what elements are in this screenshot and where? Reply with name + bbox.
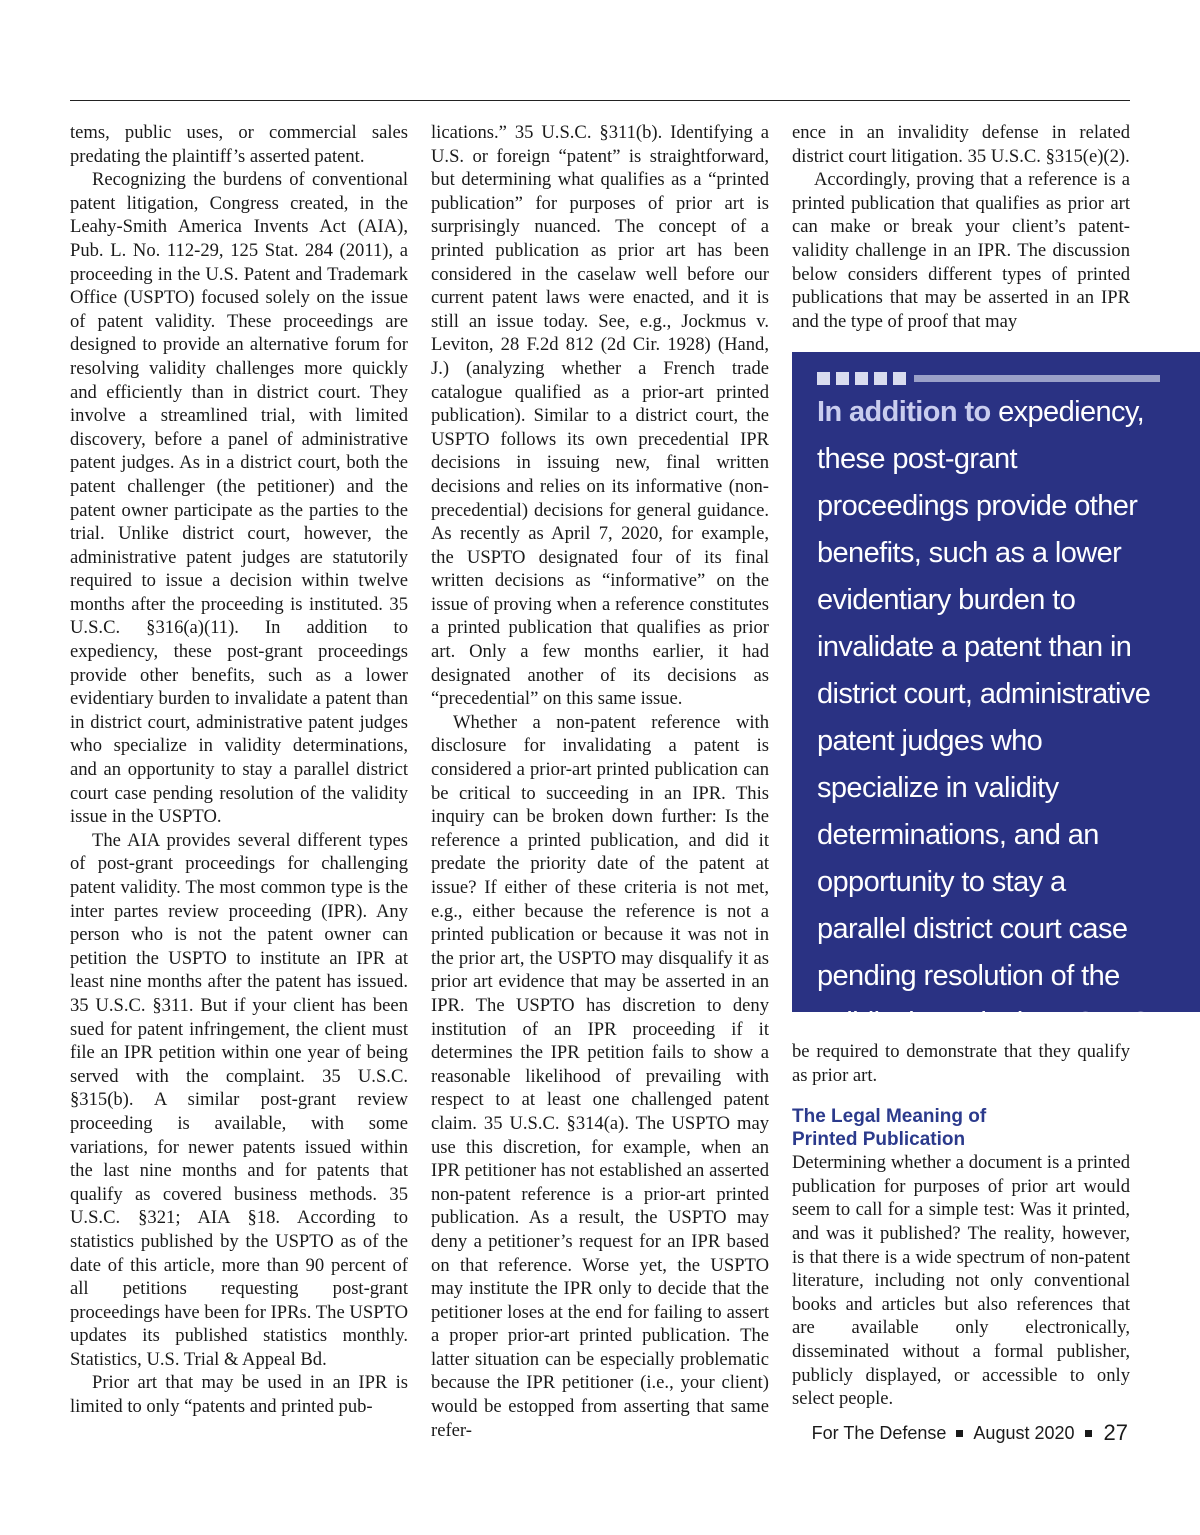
- page-footer: [812, 1420, 1128, 1446]
- section-heading: The Legal Meaning of Printed Publication: [792, 1106, 987, 1151]
- pull-quote-decoration: [817, 372, 1160, 385]
- pull-quote-text: [817, 389, 1160, 1047]
- article-column-2: [431, 121, 769, 1442]
- paragraph: Determining whether a document is a printed publication for purposes of prior art would seem to call for a simple test: Was it printed, and was it published? The reality, however, is that there is a wide spectrum of non-patent literature, including not only conventional books and articles but also references that are available only electronically, disseminated without a formal publisher, publicly displayed, or accessible to only select people.: [792, 1152, 1130, 1410]
- paragraph: tems, public uses, or commercial sales predating the plaintiff’s asserted patent.: [70, 122, 408, 167]
- pull-quote: [792, 352, 1200, 1039]
- page-number: 27: [1103, 1420, 1128, 1445]
- paragraph: Whether a non-patent reference with disclosure for invalidating a patent is considered a prior-art printed publication can be critical to succeeding in an IPR. This inquiry can be broken down further: Is the reference a printed publication, and did it predate the priority date of the patent at issue? If either of these criteria is not met, e.g., either because the reference is not a printed publication or because it was not in the prior art, the USPTO may disqualify it as prior art evidence that may be asserted in an IPR. The USPTO has discretion to deny institution of an IPR proceeding if it determines the IPR petition fails to show a reasonable likelihood of prevailing with respect to at least one challenged patent claim. 35 U.S.C. §314(a). The USPTO may use this discretion, for example, when an IPR petitioner has not established an asserted non-patent reference is a prior-art printed publication. As a result, the USPTO may deny a petitioner’s request for an IPR based on that reference. Worse yet, the USPTO may institute the IPR only to decide that the petitioner loses at the end for failing to assert a proper prior-art printed publication. The latter situation can be especially problematic because the IPR petitioner (i.e., your client) would be estopped from asserting that same refer-: [431, 711, 769, 1441]
- paragraph: Prior art that may be used in an IPR is limited to only “patents and printed pub-: [70, 1372, 408, 1418]
- pull-quote-body: expediency, these post-grant proceedings provide other benefits, such as a lower evidentiary burden to invalidate a patent than in district court, administrative patent judges who specialize in validity determinations, and an opportunity to stay a parallel district court case pending resolution of the validity issue in the USPTO.: [817, 396, 1160, 1039]
- separator-square: [956, 1430, 963, 1437]
- publication-name: For The Defense: [811, 1422, 947, 1443]
- pull-quote-lead: In addition to: [817, 396, 991, 428]
- article-column-1: [70, 121, 408, 1419]
- top-rule: [70, 100, 1130, 101]
- paragraph: be required to demonstrate that they qualify as prior art.: [792, 1041, 1130, 1086]
- paragraph: The AIA provides several different types of post-grant proceedings for challenging patent validity. The most common type is the inter partes review proceeding (IPR). Any person who is not the patent owner can petition the USPTO to institute an IPR at least nine months after the patent has issued. 35 U.S.C. §311. But if your client has been sued for patent infringement, the client must file an IPR petition within one year of being served with the complaint. 35 U.S.C. §315(b). A similar post-grant review proceeding is available, with some variations, for newer patents issued within the last nine months and for patents that qualify as covered business methods. 35 U.S.C. §321; AIA §18. According to statistics published by the USPTO as of the date of this article, more than 90 percent of all petitions requesting post-grant proceedings have been for IPRs. The USPTO updates its published statistics monthly. Statistics, U.S. Trial & Appeal Bd.: [70, 829, 408, 1370]
- issue-date: August 2020: [973, 1422, 1075, 1443]
- paragraph: ence in an invalidity defense in related district court litigation. 35 U.S.C. §315(e)(2).: [792, 122, 1130, 167]
- separator-square: [1085, 1430, 1092, 1437]
- article-column-3: [792, 121, 1130, 333]
- article-column-3-continued: [792, 1040, 1130, 1411]
- paragraph: Accordingly, proving that a reference is a printed publication that qualifies as prior art can make or break your client’s patent-validity challenge in an IPR. The discussion below considers different types of printed publications that may be asserted in an IPR and the type of proof that may: [792, 169, 1130, 332]
- paragraph: Recognizing the burdens of conventional patent litigation, Congress created, in the Leahy-Smith America Invents Act (AIA), Pub. L. No. 112-29, 125 Stat. 284 (2011), a proceeding in the U.S. Patent and Trademark Office (USPTO) focused solely on the issue of patent validity. These proceedings are designed to provide an alternative forum for resolving validity challenges more quickly and efficiently than in district court. They involve a streamlined trial, with limited discovery, before a panel of administrative patent judges. As in a district court, both the patent challenger (the petitioner) and the patent owner participate as the parties to the trial. Unlike district court, however, the administrative patent judges are statutorily required to issue a decision within twelve months after the proceeding is instituted. 35 U.S.C. §316(a)(11). In addition to expediency, these post-grant proceedings provide other benefits, such as a lower evidentiary burden to invalidate a patent than in district court, administrative patent judges who specialize in validity determinations, and an opportunity to stay a parallel district court case pending resolution of the validity issue in the USPTO.: [70, 169, 408, 828]
- paragraph: lications.” 35 U.S.C. §311(b). Identifying a U.S. or foreign “patent” is straightforward, but determining what qualifies as a “printed publication” for purposes of prior art is surprisingly nuanced. The concept of a printed publication as prior art has been considered in the caselaw well before our current patent laws were enacted, and it is still an issue today. See, e.g., Jockmus v. Leviton, 28 F.2d 812 (2d Cir. 1928) (Hand, J.) (analyzing whether a French trade catalogue qualified as a prior-art printed publication). Similar to a district court, the USPTO follows its own precedential IPR decisions in issuing new, final written decisions and relies on its informative (non-precedential) decisions for general guidance. As recently as April 7, 2020, for example, the USPTO designated four of its final written decisions as “informative” on the issue of proving when a reference constitutes a printed publication that qualifies as prior art. Only a few months earlier, it had designated another of its decisions as “precedential” on this same issue.: [431, 122, 769, 710]
